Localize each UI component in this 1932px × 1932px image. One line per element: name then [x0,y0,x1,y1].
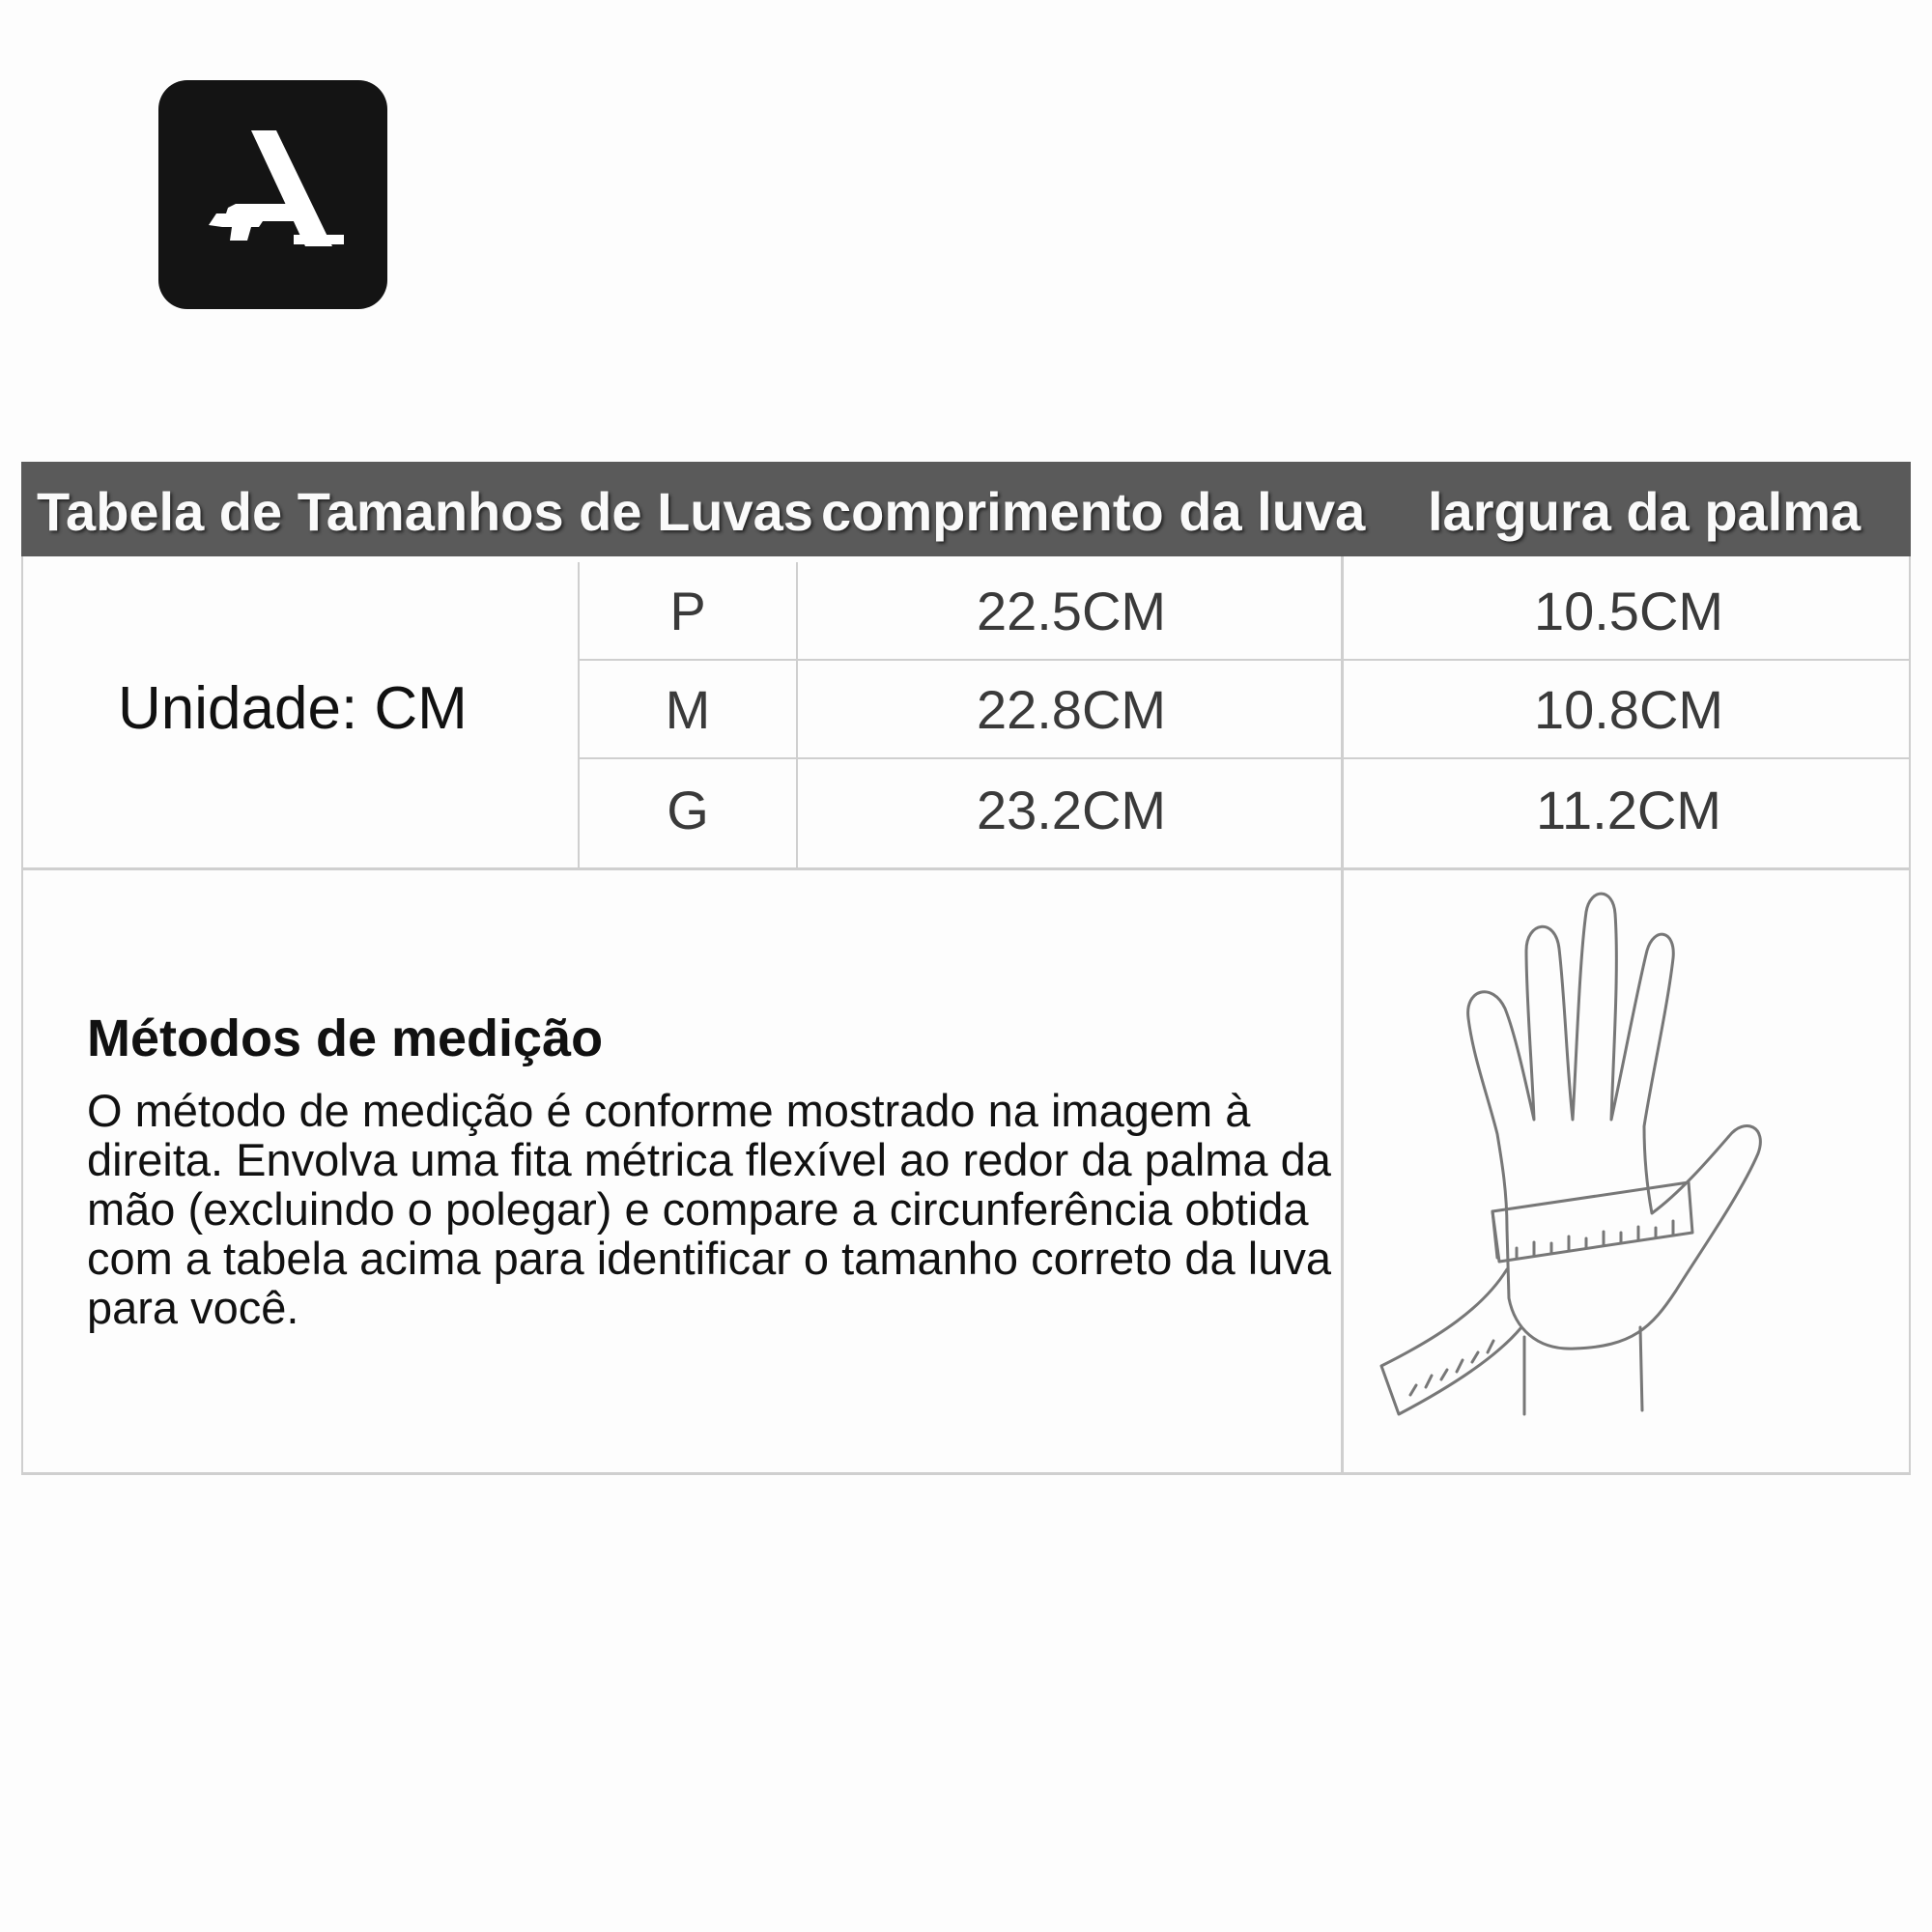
method-description: O método de medição é conforme mostrado na imagem à direita. Envolva uma fita métrica flexível ao redor da palma da mão (excluindo o polegar) e compare a circunferência obtida com a tabela acima para identificar o tamanho correto da luva para você. [87,1085,1331,1333]
grid-line [578,757,1911,759]
width-cell: 10.5CM [1533,581,1724,641]
header-palm-width: largura da palma [1428,481,1861,542]
hand-illustration [1362,873,1911,1472]
size-cell: G [667,780,709,840]
grid-line [21,556,23,1474]
width-cell: 11.2CM [1536,780,1721,840]
method-title: Métodos de medição [87,1009,604,1067]
grid-line [21,1472,1911,1475]
size-cell: M [665,679,711,740]
pistol-letter-a-logo [158,80,387,309]
hand-measuring-tape-icon [1362,873,1911,1472]
header-glove-length: comprimento da luva [821,481,1366,542]
width-cell: 10.8CM [1533,679,1724,740]
size-chart [21,462,1911,1474]
unit-label: Unidade: CM [118,675,468,742]
size-cell: P [669,581,706,641]
grid-line [578,659,1911,661]
grid-line [21,867,1911,870]
brand-logo [158,80,387,309]
header-title: Tabela de Tamanhos de Luvas [37,481,813,542]
length-cell: 22.8CM [976,679,1167,740]
length-cell: 23.2CM [976,780,1167,840]
length-cell: 22.5CM [976,581,1167,641]
